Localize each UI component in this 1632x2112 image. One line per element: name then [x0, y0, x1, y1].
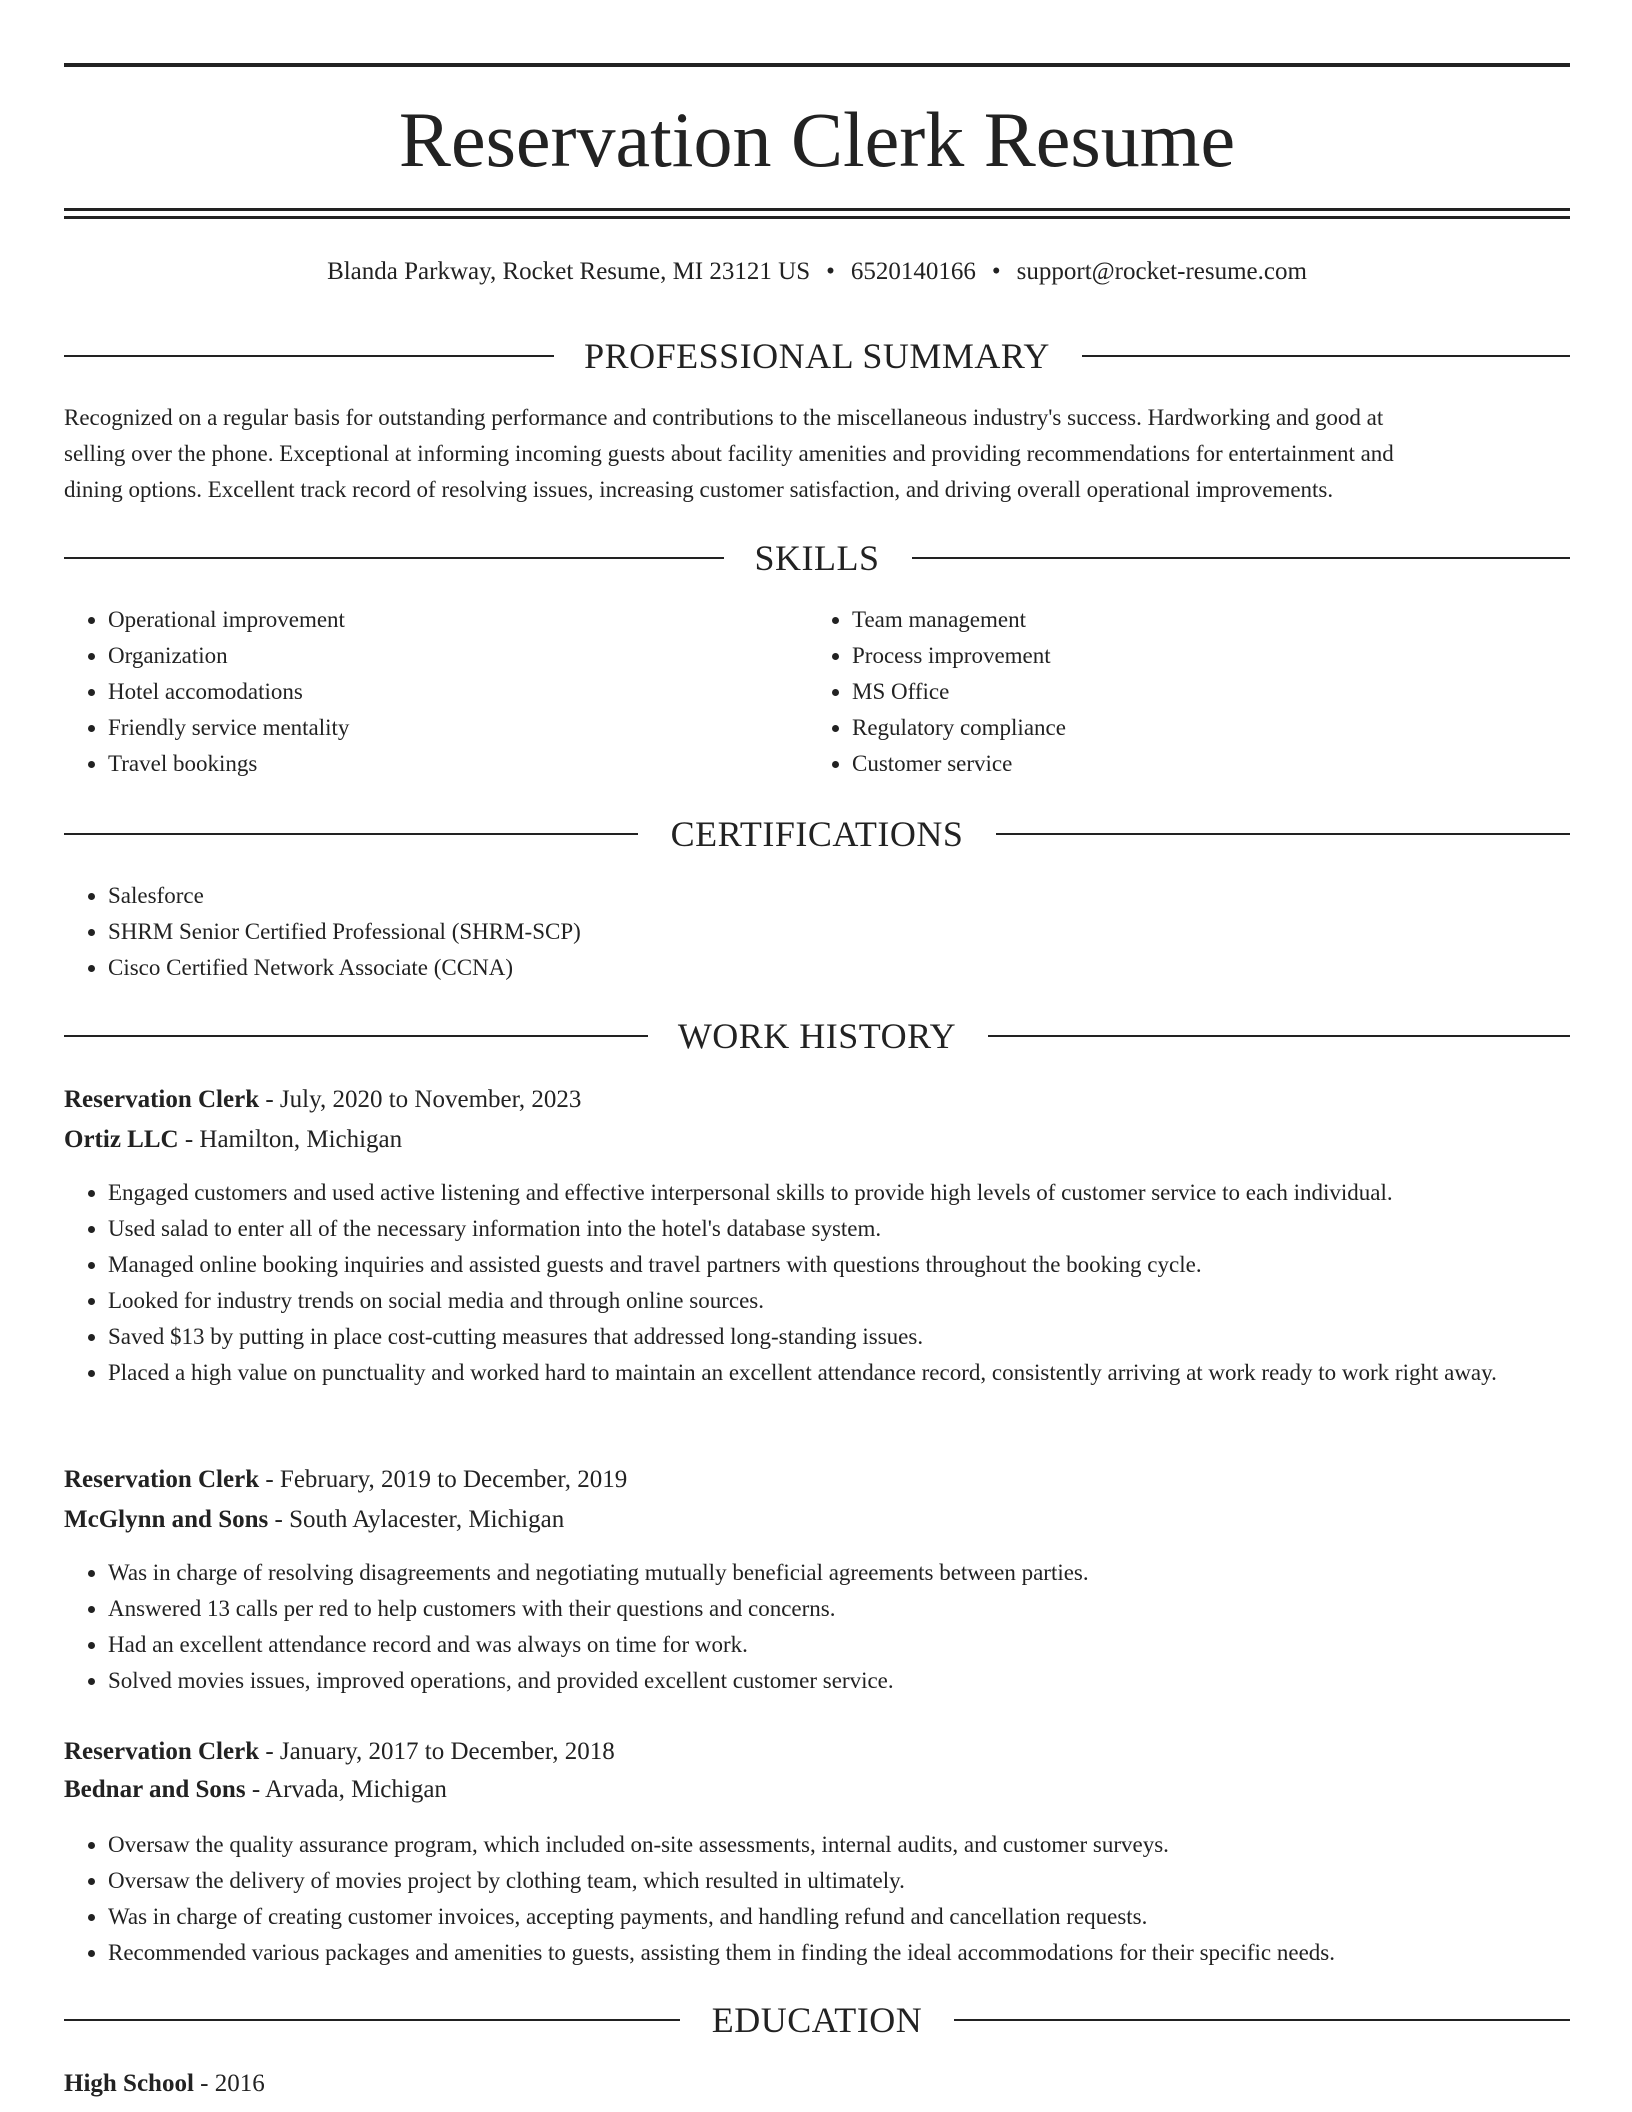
certifications-heading [64, 812, 1570, 856]
summary-line: selling over the phone. Exceptional at informing incoming guests about facility amenities and providing recommendations for entertainment and [64, 441, 1394, 466]
job-title-line [64, 1462, 1570, 1498]
job-bullet: • Was in charge of creating customer invoices, accepting payments, and handling refund and cancellation requests. [108, 1899, 1570, 1935]
job-bullet: • Used salad to enter all of the necessary information into the hotel's database system. [108, 1211, 1570, 1247]
skill-item: • Friendly service mentality [108, 710, 808, 746]
job-bullets [64, 1827, 1570, 1971]
title-double-rule-upper [64, 208, 1570, 211]
education-year: - 2016 [193, 2070, 265, 2097]
job-dates: - January, 2017 to December, 2018 [259, 1738, 615, 1765]
job-bullet: • Was in charge of resolving disagreements and negotiating mutually beneficial agreements between parties. [108, 1555, 1570, 1591]
contact-separator: • [826, 258, 835, 285]
certification-item: • Cisco Certified Network Associate (CCNA) [108, 950, 1508, 986]
skill-item: • Hotel accomodations [108, 674, 808, 710]
contact-email: support@rocket-resume.com [1016, 258, 1307, 285]
top-rule [64, 63, 1570, 67]
skills-list-right [808, 602, 1552, 782]
job-company: Bednar and Sons [64, 1776, 246, 1803]
certifications-list [64, 878, 1508, 986]
contact-phone: 6520140166 [850, 258, 976, 285]
job-company-line [64, 1502, 1570, 1538]
summary-text [64, 400, 1570, 508]
certification-item: • Salesforce [108, 878, 1508, 914]
summary-line: dining options. Excellent track record of resolving issues, increasing customer satisfaction, and driving overall operational improvements. [64, 477, 1334, 502]
job-bullet: • Managed online booking inquiries and assisted guests and travel partners with questions throughout the booking cycle. [108, 1247, 1570, 1283]
summary-heading [64, 334, 1570, 378]
job-bullet: • Solved movies issues, improved operations, and provided excellent customer service. [108, 1663, 1570, 1699]
skill-item: • Team management [852, 602, 1552, 638]
education-heading [64, 1998, 1570, 2042]
job-bullet: • Saved $13 by putting in place cost-cutting measures that addressed long-standing issues. [108, 1319, 1570, 1355]
contact-separator: • [991, 258, 1001, 285]
skill-item: • Regulatory compliance [852, 710, 1552, 746]
resume-title: Reservation Clerk Resume [398, 96, 1236, 183]
skill-item: • Travel bookings [108, 746, 808, 782]
skills-list-left [64, 602, 808, 782]
job-location: - Arvada, Michigan [245, 1776, 447, 1803]
job-bullet: • Recommended various packages and amenities to guests, assisting them in finding the ideal accommodations for their specific needs. [108, 1935, 1570, 1971]
skill-item: • Organization [108, 638, 808, 674]
job-dates: - February, 2019 to December, 2019 [259, 1466, 628, 1493]
job-bullet: • Looked for industry trends on social media and through online sources. [108, 1283, 1570, 1319]
skills-heading-label: SKILLS [754, 538, 880, 578]
job-bullet: • Had an excellent attendance record and was always on time for work. [108, 1627, 1570, 1663]
job-company-line [64, 1122, 1570, 1158]
job-title: Reservation Clerk [64, 1086, 260, 1113]
certification-item: • SHRM Senior Certified Professional (SHRM-SCP) [108, 914, 1508, 950]
skill-item: • MS Office [852, 674, 1552, 710]
education-line [64, 2066, 1570, 2102]
skill-item: • Operational improvement [108, 602, 808, 638]
job-bullet: • Oversaw the quality assurance program, which included on-site assessments, internal audits, and customer surveys. [108, 1827, 1570, 1863]
job-location: - South Aylacester, Michigan [268, 1506, 565, 1533]
title-double-rule-lower [64, 216, 1570, 219]
work-history-heading-label: WORK HISTORY [677, 1016, 957, 1056]
job-title-line [64, 1734, 1570, 1770]
summary-heading-label: PROFESSIONAL SUMMARY [584, 336, 1050, 376]
job-title: Reservation Clerk [64, 1466, 260, 1493]
skill-item: • Customer service [852, 746, 1552, 782]
job-bullet: • Engaged customers and used active listening and effective interpersonal skills to provide high levels of customer service to each individual. [108, 1175, 1570, 1211]
contact-address: Blanda Parkway, Rocket Resume, MI 23121 US [327, 258, 811, 285]
contact-line [64, 254, 1570, 290]
skills-heading [64, 536, 1570, 580]
work-history-heading [64, 1014, 1570, 1058]
job-company: McGlynn and Sons [64, 1506, 269, 1533]
job-title: Reservation Clerk [64, 1738, 260, 1765]
certifications-heading-label: CERTIFICATIONS [670, 814, 964, 854]
job-bullet: • Oversaw the delivery of movies project by clothing team, which resulted in ultimately. [108, 1863, 1570, 1899]
job-title-line [64, 1082, 1570, 1118]
job-company-line [64, 1772, 1570, 1808]
job-bullets [64, 1555, 1570, 1699]
job-location: - Hamilton, Michigan [178, 1126, 403, 1153]
job-dates: - July, 2020 to November, 2023 [259, 1086, 582, 1113]
job-bullets [64, 1175, 1570, 1391]
job-bullet: • Placed a high value on punctuality and worked hard to maintain an excellent attendance record, consistently arriving at work ready to work right away. [108, 1355, 1570, 1391]
education-heading-label: EDUCATION [711, 2000, 923, 2040]
job-company: Ortiz LLC [64, 1126, 179, 1153]
summary-line: Recognized on a regular basis for outstanding performance and contributions to the miscellaneous industry's success. Hardworking and good at [64, 405, 1384, 430]
education-degree: High School [64, 2070, 194, 2097]
job-bullet: • Answered 13 calls per red to help customers with their questions and concerns. [108, 1591, 1570, 1627]
skill-item: • Process improvement [852, 638, 1552, 674]
